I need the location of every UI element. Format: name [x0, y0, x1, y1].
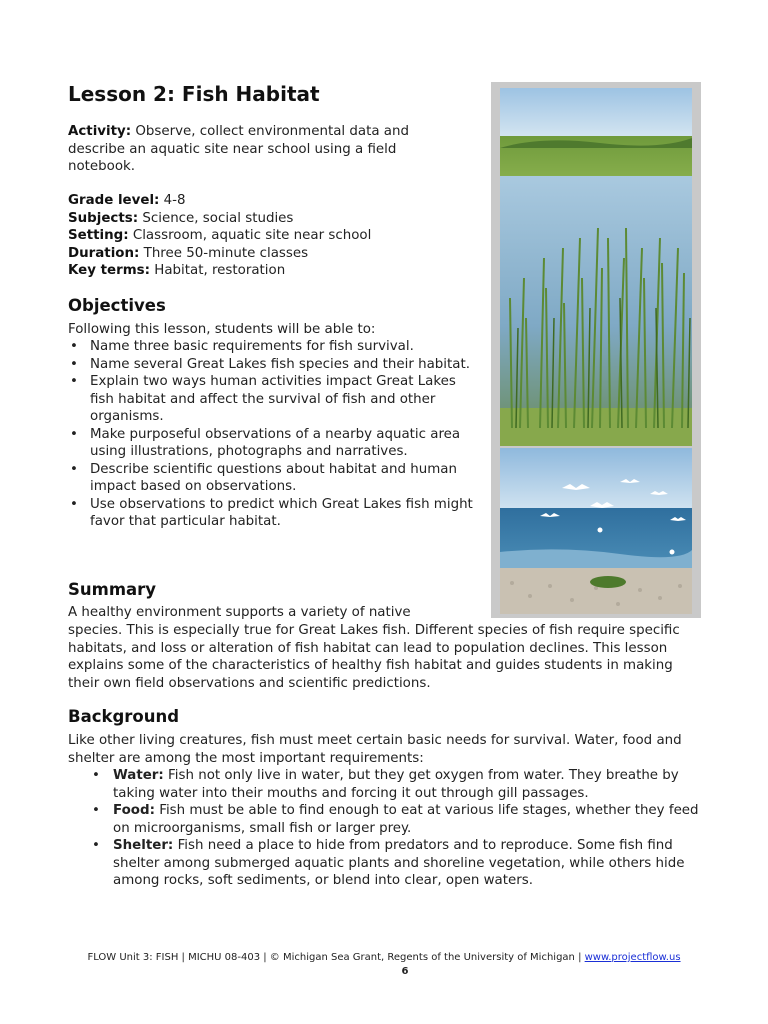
page-title: Lesson 2: Fish Habitat — [68, 82, 320, 106]
list-item: • Name three basic requirements for fish survival. — [68, 338, 478, 356]
lake-shore-image — [500, 448, 692, 614]
meta-value: Three 50-minute classes — [143, 245, 309, 261]
meta-label: Duration: — [68, 245, 140, 261]
page-footer — [0, 952, 768, 963]
meta-label: Setting: — [68, 228, 129, 243]
summary-line-1: A healthy environment supports a variety of native — [68, 605, 411, 620]
meta-value: Science, social studies — [142, 210, 294, 226]
meta-label: Grade level: — [68, 193, 160, 208]
item-text: Fish need a place to hide from predators and to reproduce. Some fish find shelter among submerged aquatic plants and shoreline vegetation, while others hide among rocks, soft sediments, or blend into clear, open waters. — [113, 838, 685, 888]
activity-text: Observe, collect environmental data and describe an aquatic site near school using a field notebook. — [68, 124, 409, 174]
item-label: Water: — [113, 768, 164, 783]
lesson-meta — [68, 192, 468, 280]
lake-shore-gulls-photo — [500, 448, 692, 614]
meta-setting — [68, 227, 468, 245]
meta-label: Key terms: — [68, 263, 150, 278]
meta-value: 4-8 — [163, 193, 186, 208]
item-text: Fish not only live in water, but they get oxygen from water. They breathe by taking water into their mouths and forcing it out through gill passages. — [113, 768, 679, 801]
background-intro: Like other living creatures, fish must meet certain basic needs for survival. Water, food and shelter are among the most important requirements: — [68, 733, 682, 766]
background-heading: Background — [68, 707, 180, 726]
meta-value: Habitat, restoration — [154, 263, 286, 278]
meta-key-terms — [68, 262, 468, 280]
wetland-reeds-image — [500, 88, 692, 446]
list-item-shelter — [92, 837, 702, 890]
item-label: Shelter: — [113, 838, 174, 853]
background-list — [92, 767, 702, 890]
footer-text: FLOW Unit 3: FISH | MICHU 08-403 | © Michigan Sea Grant, Regents of the University of Michigan | — [87, 952, 585, 963]
meta-grade-level — [68, 192, 468, 210]
activity-paragraph — [68, 123, 428, 176]
list-item: • Name several Great Lakes fish species and their habitat. — [68, 356, 478, 374]
list-item-food — [92, 802, 702, 837]
item-text: Fish must be able to find enough to eat at various life stages, whether they feed on microorganisms, small fish or larger prey. — [113, 803, 699, 836]
list-item-water — [92, 767, 702, 802]
page-number: 6 — [401, 966, 409, 977]
objectives-intro: Following this lesson, students will be able to: — [68, 322, 376, 337]
summary-heading: Summary — [68, 580, 157, 599]
meta-duration — [68, 245, 468, 263]
list-item: • Explain two ways human activities impact Great Lakes fish habitat and affect the survival of fish and other organisms. — [68, 373, 478, 426]
summary-text: species. This is especially true for Great Lakes fish. Different species of fish require specific habitats, and loss or alteration of fish habitat can lead to population declines. This lesson explains some of the characteristics of healthy fish habitat and guides students in making their own field observations and scientific predictions. — [68, 623, 680, 691]
objectives-heading: Objectives — [68, 296, 166, 315]
meta-subjects — [68, 210, 468, 228]
item-label: Food: — [113, 803, 155, 818]
objectives-list — [68, 338, 478, 531]
list-item: • Describe scientific questions about habitat and human impact based on observations. — [68, 461, 478, 496]
meta-value: Classroom, aquatic site near school — [132, 228, 372, 243]
wetland-reeds-photo — [500, 88, 692, 446]
meta-label: Subjects: — [68, 210, 139, 226]
list-item: • Make purposeful observations of a nearby aquatic area using illustrations, photographs and narratives. — [68, 426, 478, 461]
activity-label: Activity: — [68, 124, 132, 139]
list-item: • Use observations to predict which Great Lakes fish might favor that particular habitat. — [68, 496, 478, 531]
footer-link[interactable]: www.projectflow.us — [584, 952, 681, 963]
